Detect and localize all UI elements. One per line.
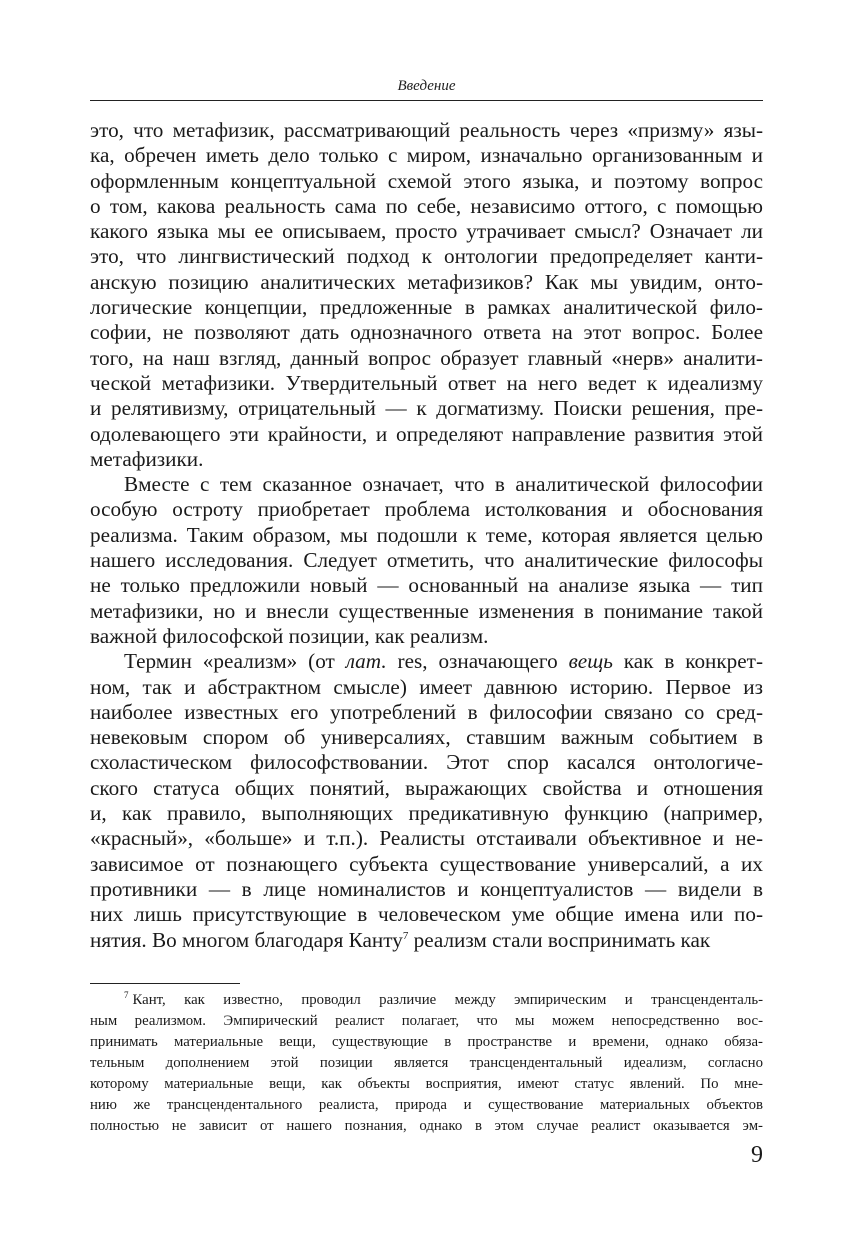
paragraph	[90, 118, 763, 472]
text-line	[90, 118, 763, 143]
page-number: 9	[751, 1142, 763, 1168]
text-segment: метафизики, но и внесли существенные изменения в понимание такой	[90, 598, 763, 623]
text-line	[90, 523, 763, 548]
text-segment: одолевающего эти крайности, и определяют направление развития этой	[90, 421, 763, 446]
text-segment: ского статуса общих понятий, выражающих свойства и отношения	[90, 775, 763, 800]
footnote-line	[90, 1095, 763, 1116]
text-segment: софии, не позволяют дать однозначного ответа на этот вопрос. Более	[90, 320, 763, 345]
paragraph	[90, 472, 763, 649]
text-segment: нятия. Во многом благодаря Канту	[90, 927, 403, 952]
text-segment: анскую позицию аналитических метафизиков? Как мы увидим, онто-	[90, 269, 763, 294]
footnote	[90, 990, 763, 1137]
text-segment: реализм стали воспринимать как	[408, 927, 711, 952]
text-segment: нашего исследования. Следует отметить, что аналитические философы	[90, 548, 763, 573]
text-segment: это, что метафизик, рассматривающий реальность через «призму» язы-	[90, 118, 763, 142]
text-segment: «красный», «больше» и т.п.). Реалисты отстаивали объективное и не-	[90, 826, 763, 851]
footnote-line	[90, 1053, 763, 1074]
text-segment: схоластическом философствовании. Этот спор касался онтологиче-	[90, 750, 763, 775]
text-line	[90, 700, 763, 725]
footnote-text: которому материальные вещи, как объекты восприятия, имеют статус явлений. По мне-	[90, 1076, 763, 1092]
text-segment: них лишь присутствующие в человеческом уме общие имена или по-	[90, 902, 763, 927]
text-line	[90, 852, 763, 877]
text-segment: и, как правило, выполняющих предикативную функцию (например,	[90, 801, 763, 826]
footnote-text: принимать материальные вещи, существующие в пространстве и времени, однако обяза-	[90, 1034, 763, 1050]
italic-text: вещь	[568, 649, 613, 674]
main-text	[90, 118, 763, 953]
text-line	[90, 422, 763, 447]
text-line	[90, 270, 763, 295]
text-line	[90, 750, 763, 775]
text-segment: метафизики.	[90, 446, 204, 471]
text-line	[90, 877, 763, 902]
footnote-text: нию же трансцендентального реалиста, природа и существование материальных объектов	[90, 1097, 763, 1113]
text-segment: оформленным концептуальной схемой этого языка, и поэтому вопрос	[90, 168, 763, 193]
text-segment: и релятивизму, отрицательный — к догматизму. Поиски решения, пре-	[90, 396, 763, 421]
text-segment: важной философской позиции, как реализм.	[90, 623, 489, 648]
text-line	[90, 624, 763, 649]
footnote-text: Кант, как известно, проводил различие между эмпирическим и трансценденталь-	[132, 992, 763, 1008]
footnote-reference[interactable]: 7	[402, 929, 409, 942]
footnote-marker: 7	[124, 990, 129, 1000]
text-line	[90, 928, 763, 953]
text-segment: Вместе с тем сказанное означает, что в аналитической философии	[124, 472, 763, 497]
text-segment: это, что лингвистический подход к онтологии предопределяет канти-	[90, 244, 763, 269]
text-segment: логические концепции, предложенные в рамках аналитической фило-	[90, 295, 763, 320]
text-line	[90, 776, 763, 801]
running-head: Введение	[397, 78, 456, 94]
text-segment: ческой метафизики. Утвердительный ответ на него ведет к идеализму	[90, 370, 763, 395]
text-line	[90, 599, 763, 624]
text-line	[90, 472, 763, 497]
text-segment: ка, обречен иметь дело только с миром, изначально организованным и	[90, 143, 763, 168]
text-segment: невековым спором об универсалиях, ставшим важным событием в	[90, 725, 763, 750]
text-segment: res, означающего	[386, 649, 569, 674]
footnote-text: полностью не зависит от нашего познания, однако в этом случае реалист оказывается эм-	[90, 1118, 763, 1134]
text-segment: противники — в лице номиналистов и концептуалистов — видели в	[90, 876, 763, 901]
italic-text: лат.	[345, 649, 387, 674]
text-line	[90, 244, 763, 269]
text-line	[90, 675, 763, 700]
text-segment: того, на наш взгляд, данный вопрос образует главный «нерв» аналити-	[90, 345, 763, 370]
text-line	[90, 396, 763, 421]
footnote-line	[90, 990, 763, 1011]
footnote-rule	[90, 983, 240, 984]
text-segment: реализма. Таким образом, мы подошли к теме, которая является целью	[90, 522, 763, 547]
text-line	[90, 801, 763, 826]
text-line	[90, 497, 763, 522]
text-line	[90, 320, 763, 345]
header-rule	[90, 100, 763, 101]
text-line	[90, 826, 763, 851]
text-line	[90, 548, 763, 573]
text-line	[90, 649, 763, 674]
text-segment: особую остроту приобретает проблема истолкования и обоснования	[90, 497, 763, 522]
text-line	[90, 371, 763, 396]
text-segment: Термин «реализм» (от	[124, 649, 346, 674]
text-line	[90, 573, 763, 598]
footnote-text: тельным дополнением этой позиции является трансцендентальный идеализм, согласно	[90, 1055, 763, 1071]
text-line	[90, 902, 763, 927]
footnote-line	[90, 1011, 763, 1032]
footnote-line	[90, 1116, 763, 1137]
text-segment: как в конкрет-	[612, 649, 763, 674]
footnote-line	[90, 1074, 763, 1095]
text-line	[90, 447, 763, 472]
paragraph	[90, 649, 763, 953]
text-segment: зависимое от познающего субъекта существование универсалий, а их	[90, 851, 763, 876]
text-segment: не только предложили новый — основанный на анализе языка — тип	[90, 573, 763, 598]
footnote-line	[90, 1032, 763, 1053]
text-line	[90, 143, 763, 168]
text-line	[90, 346, 763, 371]
text-segment: наиболее известных его употреблений в философии связано со сред-	[90, 699, 763, 724]
footnote-text: ным реализмом. Эмпирический реалист полагает, что мы можем непосредственно вос-	[90, 1013, 763, 1029]
text-line	[90, 194, 763, 219]
text-segment: ном, так и абстрактном смысле) имеет давнюю историю. Первое из	[90, 674, 763, 699]
text-line	[90, 219, 763, 244]
text-segment: какого языка мы ее описываем, просто утрачивает смысл? Означает ли	[90, 219, 763, 244]
text-line	[90, 169, 763, 194]
text-line	[90, 725, 763, 750]
text-segment: о том, какова реальность сама по себе, независимо оттого, с помощью	[90, 193, 763, 218]
text-line	[90, 295, 763, 320]
